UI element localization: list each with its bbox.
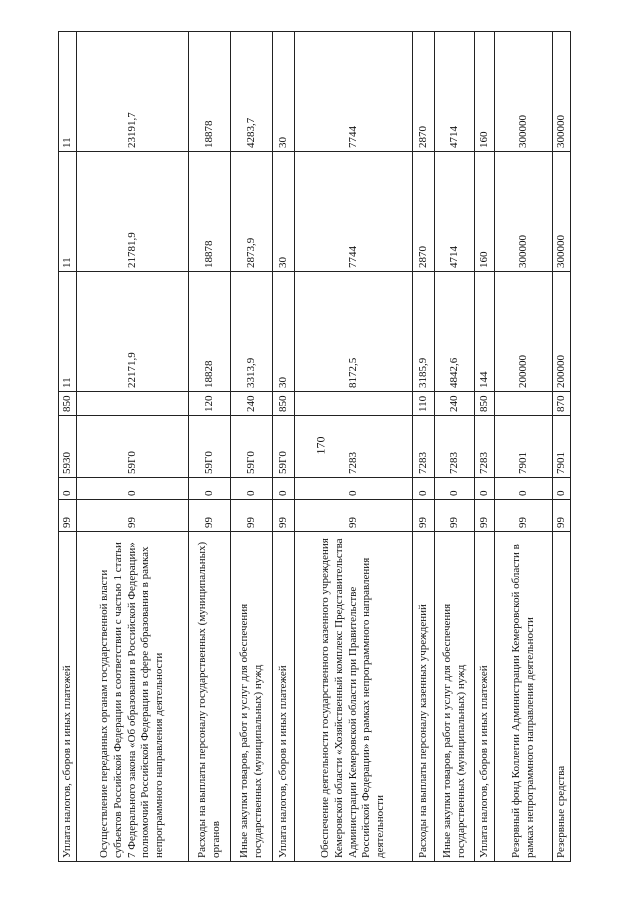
row-value-cell-g: 4714 xyxy=(435,32,475,152)
row-title-cell: Расходы на выплаты персоналу казенных учреждений xyxy=(413,532,435,862)
table-row xyxy=(59,32,77,862)
row-value-cell-e: 200000 xyxy=(553,272,571,392)
row-value-cell-f: 18878 xyxy=(189,152,231,272)
row-value-cell-a: 99 xyxy=(495,500,553,532)
row-value-cell-f: 300000 xyxy=(495,152,553,272)
row-value-cell-b: 0 xyxy=(273,478,295,500)
row-value-cell-a: 99 xyxy=(413,500,435,532)
row-value-cell-a: 99 xyxy=(475,500,495,532)
row-value-cell-g: 11 xyxy=(59,32,77,152)
row-title-cell: Резервный фонд Коллегии Администрации Кемеровской области в рамках непрограммного направления деятельности xyxy=(495,532,553,862)
table-row xyxy=(413,32,435,862)
row-value-cell-g: 160 xyxy=(475,32,495,152)
row-value-cell-d: 850 xyxy=(475,392,495,416)
row-value-cell-c: 5930 xyxy=(59,416,77,478)
row-title-cell: Уплата налогов, сборов и иных платежей xyxy=(59,532,77,862)
row-value-cell-b: 0 xyxy=(475,478,495,500)
row-title-cell: Резервные средства xyxy=(553,532,571,862)
row-value-cell-g: 4283,7 xyxy=(231,32,273,152)
row-value-cell-f: 21781,9 xyxy=(77,152,189,272)
row-value-cell-a: 99 xyxy=(435,500,475,532)
row-value-cell-c: 7283 xyxy=(295,416,413,478)
table-row xyxy=(273,32,295,862)
row-value-cell-e: 3185,9 xyxy=(413,272,435,392)
row-value-cell-e: 8172,5 xyxy=(295,272,413,392)
row-value-cell-a: 99 xyxy=(295,500,413,532)
row-value-cell-d: 240 xyxy=(435,392,475,416)
row-value-cell-c: 7283 xyxy=(413,416,435,478)
row-value-cell-b: 0 xyxy=(435,478,475,500)
row-value-cell-f: 11 xyxy=(59,152,77,272)
row-value-cell-d xyxy=(495,392,553,416)
row-value-cell-e: 11 xyxy=(59,272,77,392)
row-value-cell-f: 300000 xyxy=(553,152,571,272)
rotated-table-wrapper xyxy=(58,32,567,862)
row-value-cell-g: 300000 xyxy=(495,32,553,152)
table-row xyxy=(189,32,231,862)
row-value-cell-c: 7283 xyxy=(475,416,495,478)
row-value-cell-c: 59Г0 xyxy=(273,416,295,478)
table-row xyxy=(475,32,495,862)
row-value-cell-e: 144 xyxy=(475,272,495,392)
table-row xyxy=(295,32,413,862)
row-value-cell-a: 99 xyxy=(553,500,571,532)
row-title-cell: Расходы на выплаты персоналу государственных (муниципальных) органов xyxy=(189,532,231,862)
row-value-cell-d: 850 xyxy=(59,392,77,416)
row-value-cell-g: 30 xyxy=(273,32,295,152)
table-row xyxy=(77,32,189,862)
row-value-cell-g: 18878 xyxy=(189,32,231,152)
row-value-cell-d xyxy=(295,392,413,416)
row-value-cell-g: 300000 xyxy=(553,32,571,152)
row-title-cell: Иные закупки товаров, работ и услуг для обеспечения государственных (муниципальных) нужд xyxy=(231,532,273,862)
row-value-cell-d: 120 xyxy=(189,392,231,416)
row-value-cell-a: 99 xyxy=(59,500,77,532)
row-value-cell-e: 3313,9 xyxy=(231,272,273,392)
row-value-cell-e: 30 xyxy=(273,272,295,392)
row-value-cell-b: 0 xyxy=(495,478,553,500)
row-value-cell-d xyxy=(77,392,189,416)
table-row xyxy=(231,32,273,862)
table-row xyxy=(553,32,571,862)
row-title-cell: Уплата налогов, сборов и иных платежей xyxy=(273,532,295,862)
row-value-cell-f: 30 xyxy=(273,152,295,272)
row-value-cell-c: 59Г0 xyxy=(189,416,231,478)
row-value-cell-f: 2870 xyxy=(413,152,435,272)
row-value-cell-d: 850 xyxy=(273,392,295,416)
row-value-cell-f: 7744 xyxy=(295,152,413,272)
row-value-cell-c: 7901 xyxy=(553,416,571,478)
table-row xyxy=(435,32,475,862)
row-value-cell-a: 99 xyxy=(231,500,273,532)
row-value-cell-b: 0 xyxy=(59,478,77,500)
row-value-cell-f: 160 xyxy=(475,152,495,272)
table-row xyxy=(495,32,553,862)
budget-table xyxy=(58,31,571,862)
row-title-cell: Уплата налогов, сборов и иных платежей xyxy=(475,532,495,862)
row-value-cell-b: 0 xyxy=(77,478,189,500)
page-number: 170 xyxy=(313,436,328,455)
row-value-cell-b: 0 xyxy=(231,478,273,500)
row-value-cell-e: 18828 xyxy=(189,272,231,392)
row-value-cell-b: 0 xyxy=(553,478,571,500)
row-value-cell-a: 99 xyxy=(189,500,231,532)
row-title-cell: Осуществление переданных органам государственной власти субъектов Российской Федерации в соответствии с частью 1 статьи 7 Федерального закона «Об образовании в Российской Федерации» полномочий Российской Федерации в сфере образования в рамках непрограммного направления деятельности xyxy=(77,532,189,862)
row-value-cell-d: 110 xyxy=(413,392,435,416)
row-title-cell: Иные закупки товаров, работ и услуг для обеспечения государственных (муниципальных) нужд xyxy=(435,532,475,862)
row-value-cell-b: 0 xyxy=(295,478,413,500)
row-value-cell-a: 99 xyxy=(77,500,189,532)
row-value-cell-c: 7283 xyxy=(435,416,475,478)
row-value-cell-b: 0 xyxy=(189,478,231,500)
row-value-cell-c: 59Г0 xyxy=(77,416,189,478)
row-value-cell-c: 7901 xyxy=(495,416,553,478)
row-value-cell-g: 7744 xyxy=(295,32,413,152)
row-value-cell-a: 99 xyxy=(273,500,295,532)
row-value-cell-e: 200000 xyxy=(495,272,553,392)
row-value-cell-c: 59Г0 xyxy=(231,416,273,478)
row-value-cell-g: 2870 xyxy=(413,32,435,152)
row-value-cell-d: 870 xyxy=(553,392,571,416)
row-value-cell-f: 2873,9 xyxy=(231,152,273,272)
row-value-cell-e: 22171,9 xyxy=(77,272,189,392)
row-value-cell-b: 0 xyxy=(413,478,435,500)
row-value-cell-g: 23191,7 xyxy=(77,32,189,152)
row-value-cell-d: 240 xyxy=(231,392,273,416)
row-title-cell: Обеспечение деятельности государственного казенного учреждения Кемеровской области «Хозяйственный комплекс Представительства Администрации Кемеровской области при Правительстве Российской Федерации» в рамках непрограммного направления деятельности xyxy=(295,532,413,862)
row-value-cell-e: 4842,6 xyxy=(435,272,475,392)
row-value-cell-f: 4714 xyxy=(435,152,475,272)
